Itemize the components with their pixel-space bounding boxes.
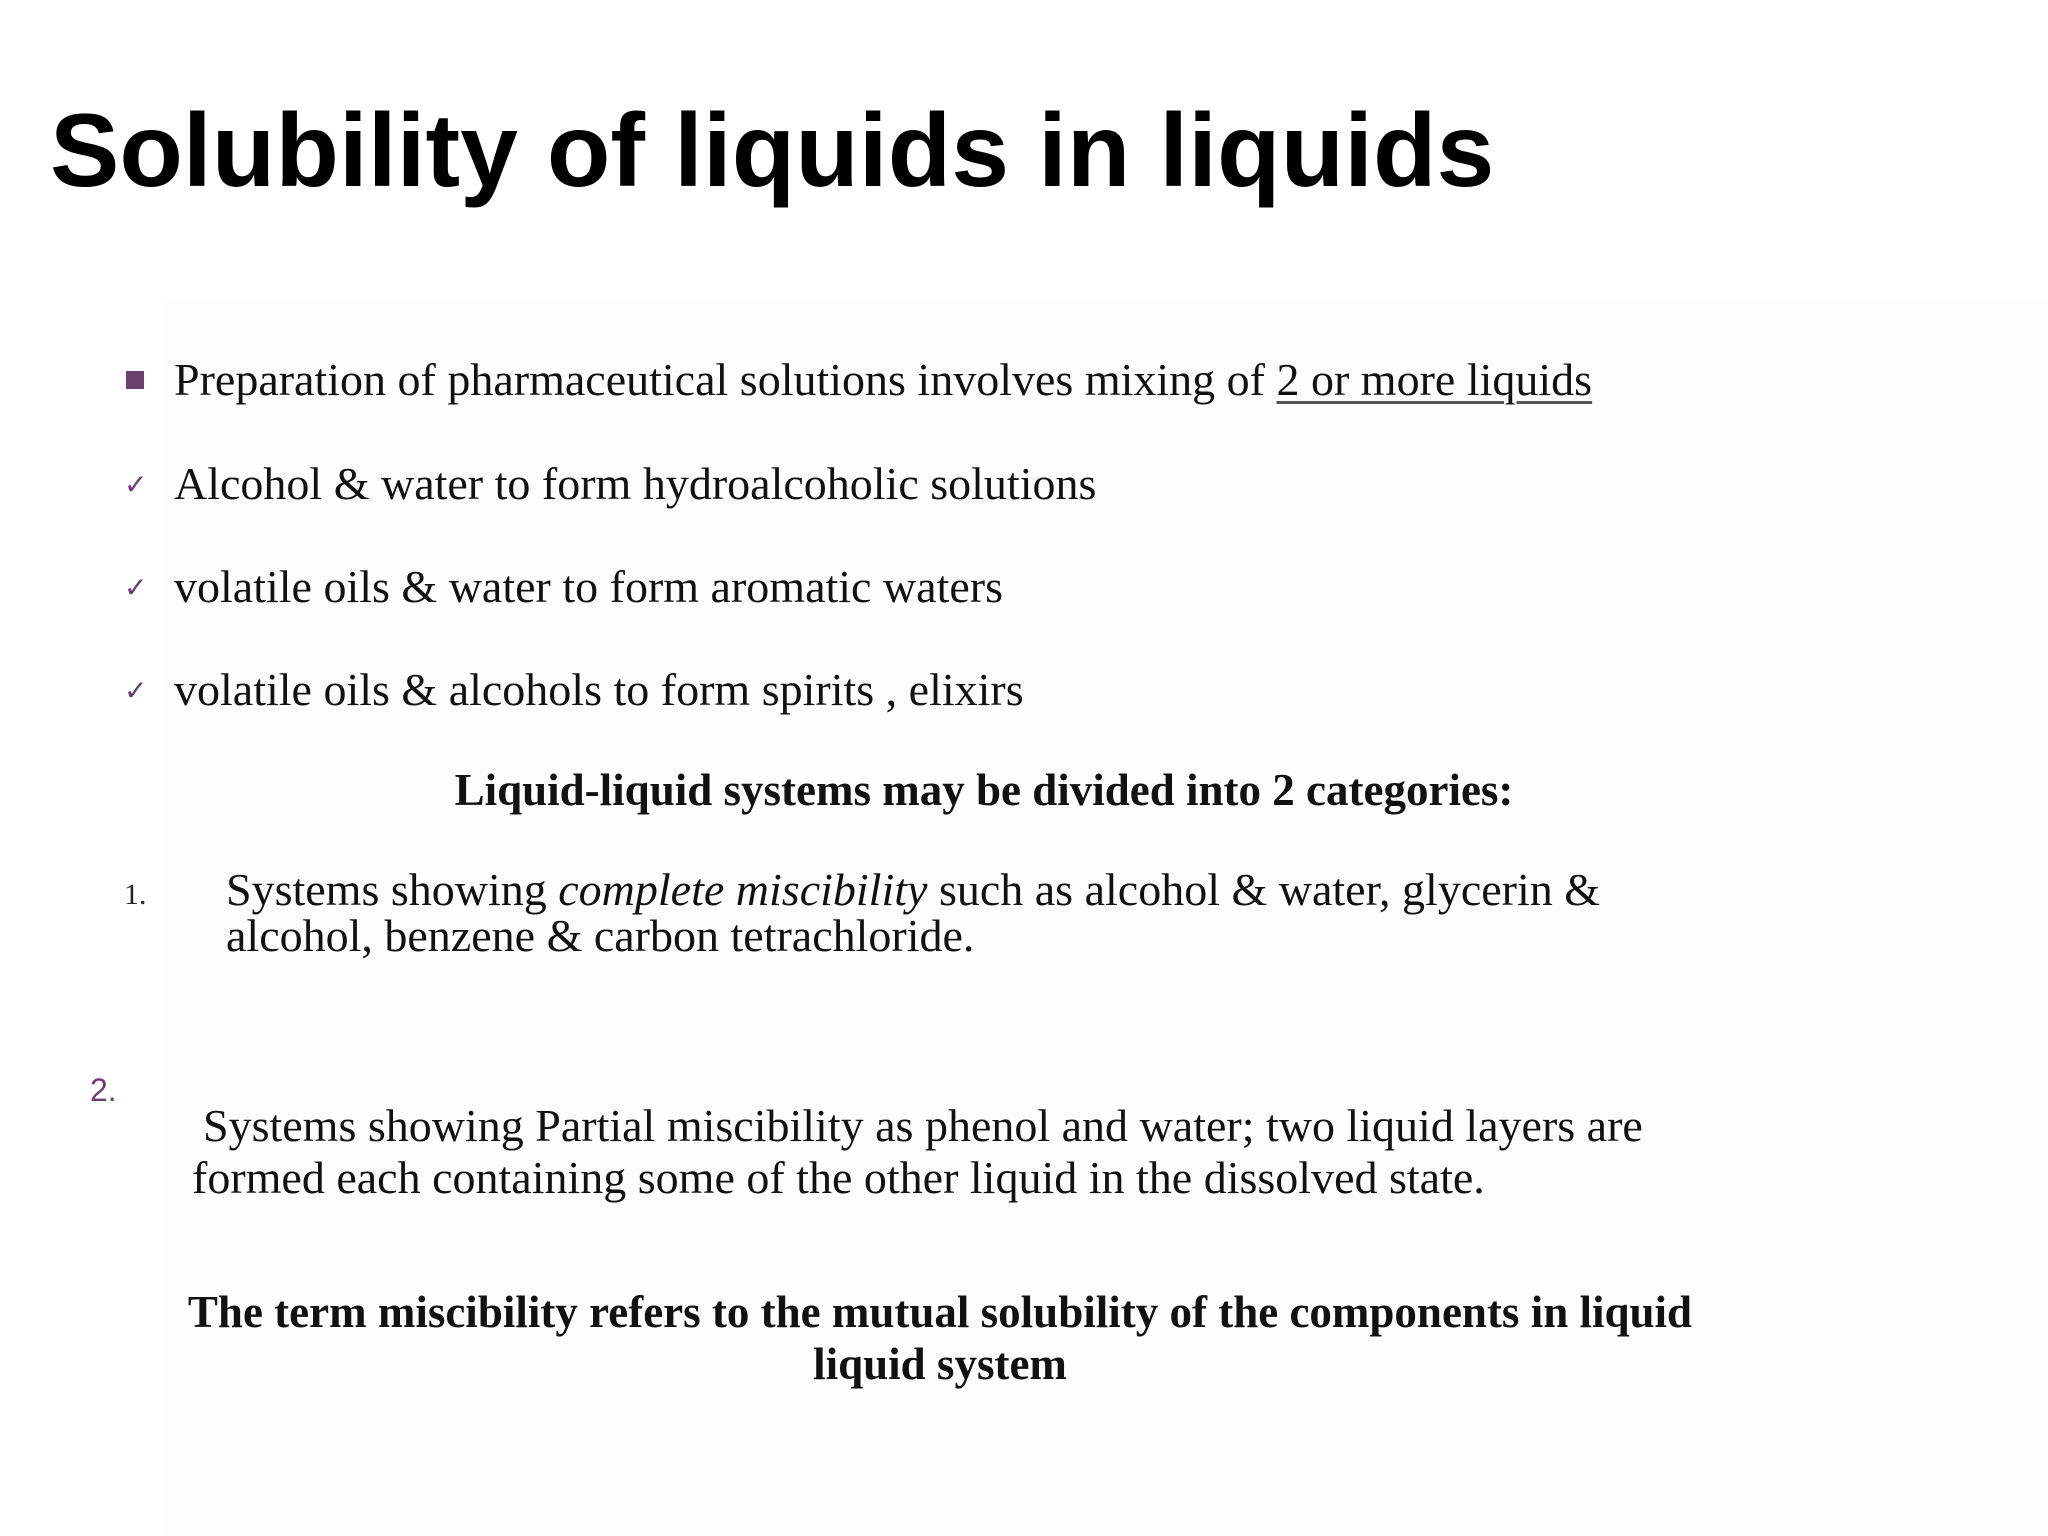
checkmark-icon: ✓ — [124, 468, 148, 501]
category-1-line-2: alcohol, benzene & carbon tetrachloride. — [226, 910, 975, 961]
categories-heading: Liquid-liquid systems may be divided into 2 categories: — [454, 765, 1514, 815]
conclusion-line-1: The term miscibility refers to the mutual solubility of the components in liquid — [187, 1287, 1693, 1337]
category-2-line-1: Systems showing Partial miscibility as phenol and water; two liquid layers are — [203, 1100, 1643, 1151]
checkmark-icon: ✓ — [124, 674, 148, 707]
category-1-line-1 — [226, 864, 1601, 915]
category-1-line-1-italic: complete miscibility — [558, 864, 928, 915]
check-item-text: volatile oils & water to form aromatic waters — [174, 561, 1004, 612]
intro-bullet-underlined: 2 or more liquids — [1276, 354, 1593, 405]
square-bullet-icon — [126, 371, 144, 389]
intro-bullet-text-before: Preparation of pharmaceutical solutions involves mixing of — [174, 354, 1277, 405]
check-item-text: Alcohol & water to form hydroalcoholic solutions — [174, 458, 1097, 509]
category-1-line-1-after: such as alcohol & water, glycerin & — [927, 864, 1601, 915]
category-1-number: 1. — [124, 878, 147, 911]
conclusion — [120, 1286, 1760, 1390]
conclusion-line-2: liquid system — [813, 1339, 1067, 1389]
slide-title: Solubility of liquids in liquids — [50, 93, 1495, 209]
checkmark-icon: ✓ — [124, 571, 148, 604]
intro-bullet-text — [174, 355, 1592, 406]
category-1-line-1-before: Systems showing — [226, 864, 559, 915]
category-2-line-2: formed each containing some of the other liquid in the dissolved state. — [192, 1152, 1485, 1203]
category-1-text — [226, 864, 1601, 961]
category-2-text — [192, 1100, 1643, 1204]
category-2-number: 2. — [90, 1072, 117, 1108]
check-item-text: volatile oils & alcohols to form spirits , elixirs — [174, 664, 1024, 715]
